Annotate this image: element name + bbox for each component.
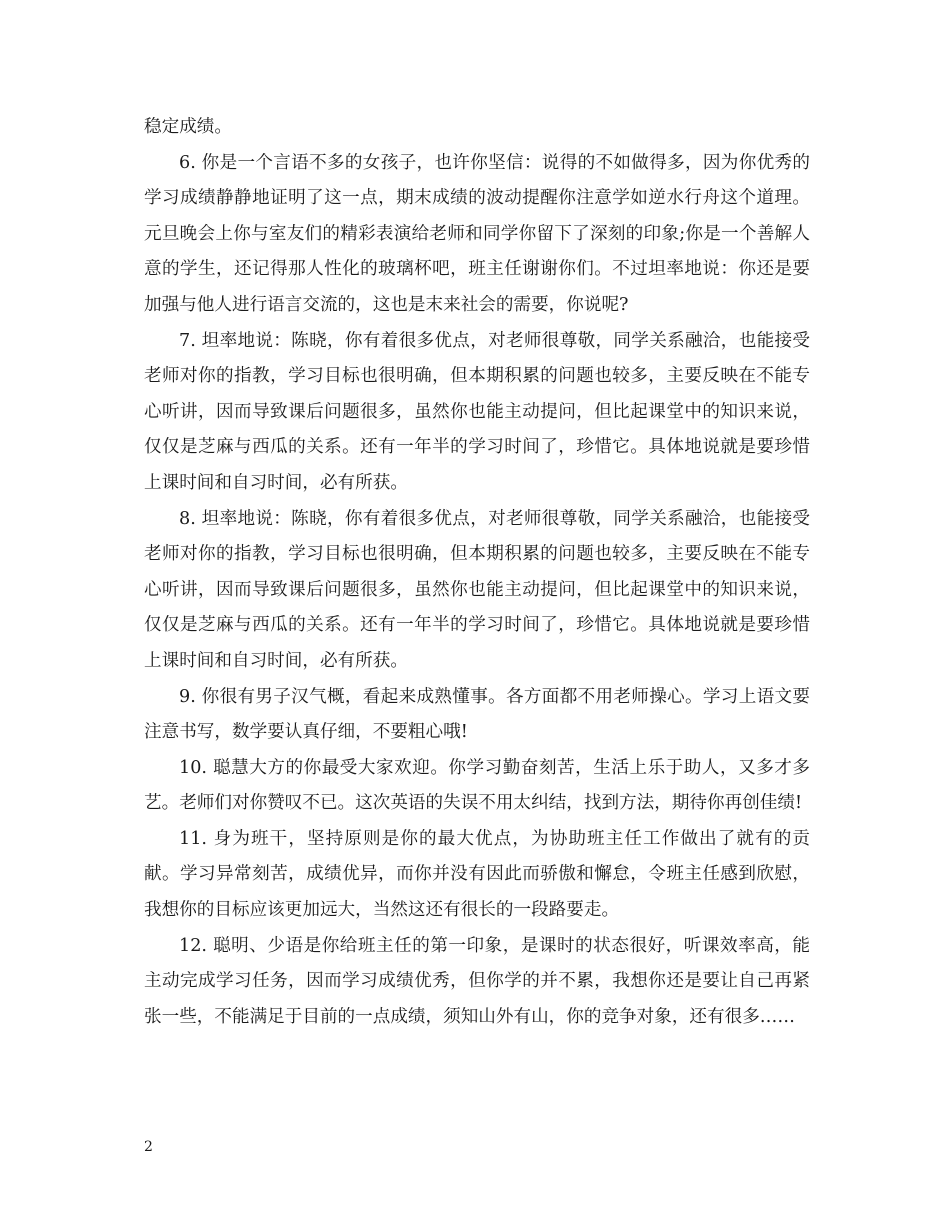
paragraph-item-11: 11. 身为班干，坚持原则是你的最大优点，为协助班主任工作做出了就有的贡献。学习异常刻苦，成绩优异，而你并没有因此而骄傲和懈怠，令班主任感到欣慰，我想你的目标应该更加远大，当然这还有很长的一段路要走。 [144,828,810,921]
paragraph-item-12: 12. 聪明、少语是你给班主任的第一印象，是课时的状态很好，听课效率高，能主动完成学习任务，因而学习成绩优秀，但你学的并不累，我想你还是要让自己再紧张一些，不能满足于目前的一点成绩，须知山外有山，你的竞争对象，还有很多…… [144,935,810,1027]
paragraph-item-7: 7. 坦率地说：陈晓，你有着很多优点，对老师很尊敬，同学关系融洽，也能接受老师对你的指教，学习目标也很明确，但本期积累的问题也较多，主要反映在不能专心听讲，因而导致课后问题很多，虽然你也能主动提问，但比起课堂中的知识来说，仅仅是芝麻与西瓜的关系。还有一年半的学习时间了，珍惜它。具体地说就是要珍惜上课时间和自习时间，必有所获。 [144,330,810,493]
paragraph-item-10: 10. 聪慧大方的你最受大家欢迎。你学习勤奋刻苦，生活上乐于助人，又多才多艺。老师们对你赞叹不已。这次英语的失误不用太纠结，找到方法，期待你再创佳绩! [144,757,810,814]
paragraph-item-8: 8. 坦率地说：陈晓，你有着很多优点，对老师很尊敬，同学关系融洽，也能接受老师对你的指教，学习目标也很明确，但本期积累的问题也较多，主要反映在不能专心听讲，因而导致课后问题很多，虽然你也能主动提问，但比起课堂中的知识来说，仅仅是芝麻与西瓜的关系。还有一年半的学习时间了，珍惜它。具体地说就是要珍惜上课时间和自习时间，必有所获。 [144,508,810,671]
paragraph-item-9: 9. 你很有男子汉气概，看起来成熟懂事。各方面都不用老师操心。学习上语文要注意书写，数学要认真仔细，不要粗心哦! [144,686,810,743]
paragraph-item-6: 6. 你是一个言语不多的女孩子，也许你坚信：说得的不如做得多，因为你优秀的学习成绩静静地证明了这一点，期末成绩的波动提醒你注意学如逆水行舟这个道理。元旦晚会上你与室友们的精彩表演给老师和同学你留下了深刻的印象;你是一个善解人意的学生，还记得那人性化的玻璃杯吧，班主任谢谢你们。不过坦率地说：你还是要加强与他人进行语言交流的，这也是末来社会的需要，你说呢? [144,152,810,315]
document-body [144,110,810,1035]
page-number: 2 [144,1139,153,1155]
paragraph-continuation: 稳定成绩。 [144,117,232,137]
